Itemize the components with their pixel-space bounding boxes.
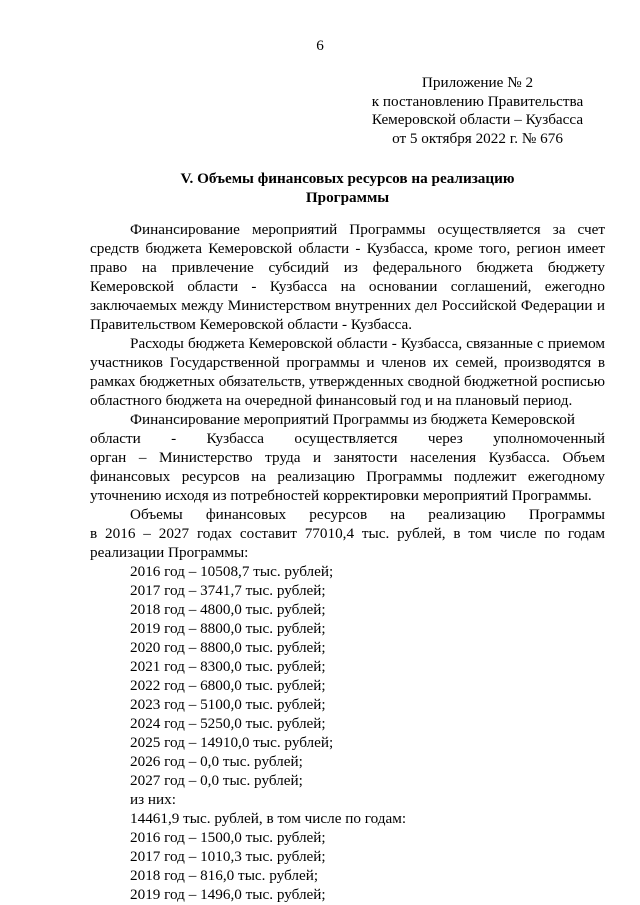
list-item: 2025 год – 14910,0 тыс. рублей; xyxy=(130,734,334,751)
of-them-label: из них: xyxy=(130,791,176,808)
list-item: 2016 год – 1500,0 тыс. рублей; xyxy=(130,829,326,846)
word: Объемы xyxy=(130,506,183,523)
list-item: 2018 год – 4800,0 тыс. рублей; xyxy=(130,601,326,618)
word: Кузбасса xyxy=(206,430,264,447)
appendix-line: к постановлению Правительства xyxy=(371,92,584,110)
appendix-line: Приложение № 2 xyxy=(421,74,534,91)
paragraph-3-rest: орган – Министерство труда и занятости населения Кузбасса. Объем финансовых ресурсов на реализацию Программы подлежит ежегодному уточнению исходя из потребностей корректировки мероприятий Программы. xyxy=(90,449,605,504)
paragraph-3-first-line: Финансирование мероприятий Программы из бюджета Кемеровской xyxy=(130,411,576,428)
list-item: 2024 год – 5250,0 тыс. рублей; xyxy=(130,715,326,732)
paragraph-1: Финансирование мероприятий Программы осуществляется за счет средств бюджета Кемеровской области - Кузбасса, кроме того, регион имеет право на привлечение субсидий из федерального бюджета бюджету Кемеровской области - Кузбасса на основании соглашений, ежегодно заключаемых между Министерством внутренних дел Российской Федерации и Правительством Кемеровской области - Кузбасса. xyxy=(90,221,605,333)
list-item: 2026 год – 0,0 тыс. рублей; xyxy=(130,753,303,770)
list-item: 2017 год – 1010,3 тыс. рублей; xyxy=(130,848,326,865)
heading-line: V. Объемы финансовых ресурсов на реализацию xyxy=(180,170,515,187)
years-total-list xyxy=(90,562,605,790)
word: ресурсов xyxy=(309,506,368,523)
paragraph-4-rest: в 2016 – 2027 годах составит 77010,4 тыс. рублей, в том числе по годам реализации Программы: xyxy=(90,525,605,561)
list-item: 2017 год – 3741,7 тыс. рублей; xyxy=(130,582,326,599)
appendix-line: от 5 октября 2022 г. № 676 xyxy=(392,129,563,147)
list-item: 2016 год – 10508,7 тыс. рублей; xyxy=(130,563,334,580)
paragraph-4-spread-line xyxy=(90,505,605,524)
word: на xyxy=(390,506,406,523)
list-item: 2027 год – 0,0 тыс. рублей; xyxy=(130,772,303,789)
word: области xyxy=(90,430,141,447)
appendix-line: Кемеровской области – Кузбасса xyxy=(371,111,584,128)
subtotal-line: 14461,9 тыс. рублей, в том числе по годам: xyxy=(130,810,407,827)
list-item: 2020 год – 8800,0 тыс. рублей; xyxy=(130,639,326,656)
word: Программы xyxy=(528,506,605,523)
page-number: 6 xyxy=(316,37,324,54)
list-item: 2022 год – 6800,0 тыс. рублей; xyxy=(130,677,326,694)
word: - xyxy=(171,430,177,447)
list-item: 2019 год – 8800,0 тыс. рублей; xyxy=(130,620,326,637)
heading-line: Программы xyxy=(305,189,390,206)
word: финансовых xyxy=(205,506,287,523)
list-item: 2021 год – 8300,0 тыс. рублей; xyxy=(130,658,326,675)
document-body xyxy=(90,220,605,904)
paragraph-2: Расходы бюджета Кемеровской области - Кузбасса, связанные с приемом участников Государственной программы и членов их семей, производятся в рамках бюджетных обязательств, утвержденных сводной бюджетной росписью областного бюджета на очередной финансовый год и на плановый период. xyxy=(90,335,605,409)
years-sub-list xyxy=(90,828,605,904)
word: реализацию xyxy=(428,506,506,523)
word: осуществляется xyxy=(294,430,398,447)
paragraph-3-spread-line xyxy=(90,429,605,448)
list-item: 2023 год – 5100,0 тыс. рублей; xyxy=(130,696,326,713)
section-heading xyxy=(90,169,605,207)
word: уполномоченный xyxy=(493,430,605,447)
list-item: 2018 год – 816,0 тыс. рублей; xyxy=(130,867,319,884)
appendix-block xyxy=(350,74,605,148)
word: через xyxy=(427,430,463,447)
list-item: 2019 год – 1496,0 тыс. рублей; xyxy=(130,886,326,903)
